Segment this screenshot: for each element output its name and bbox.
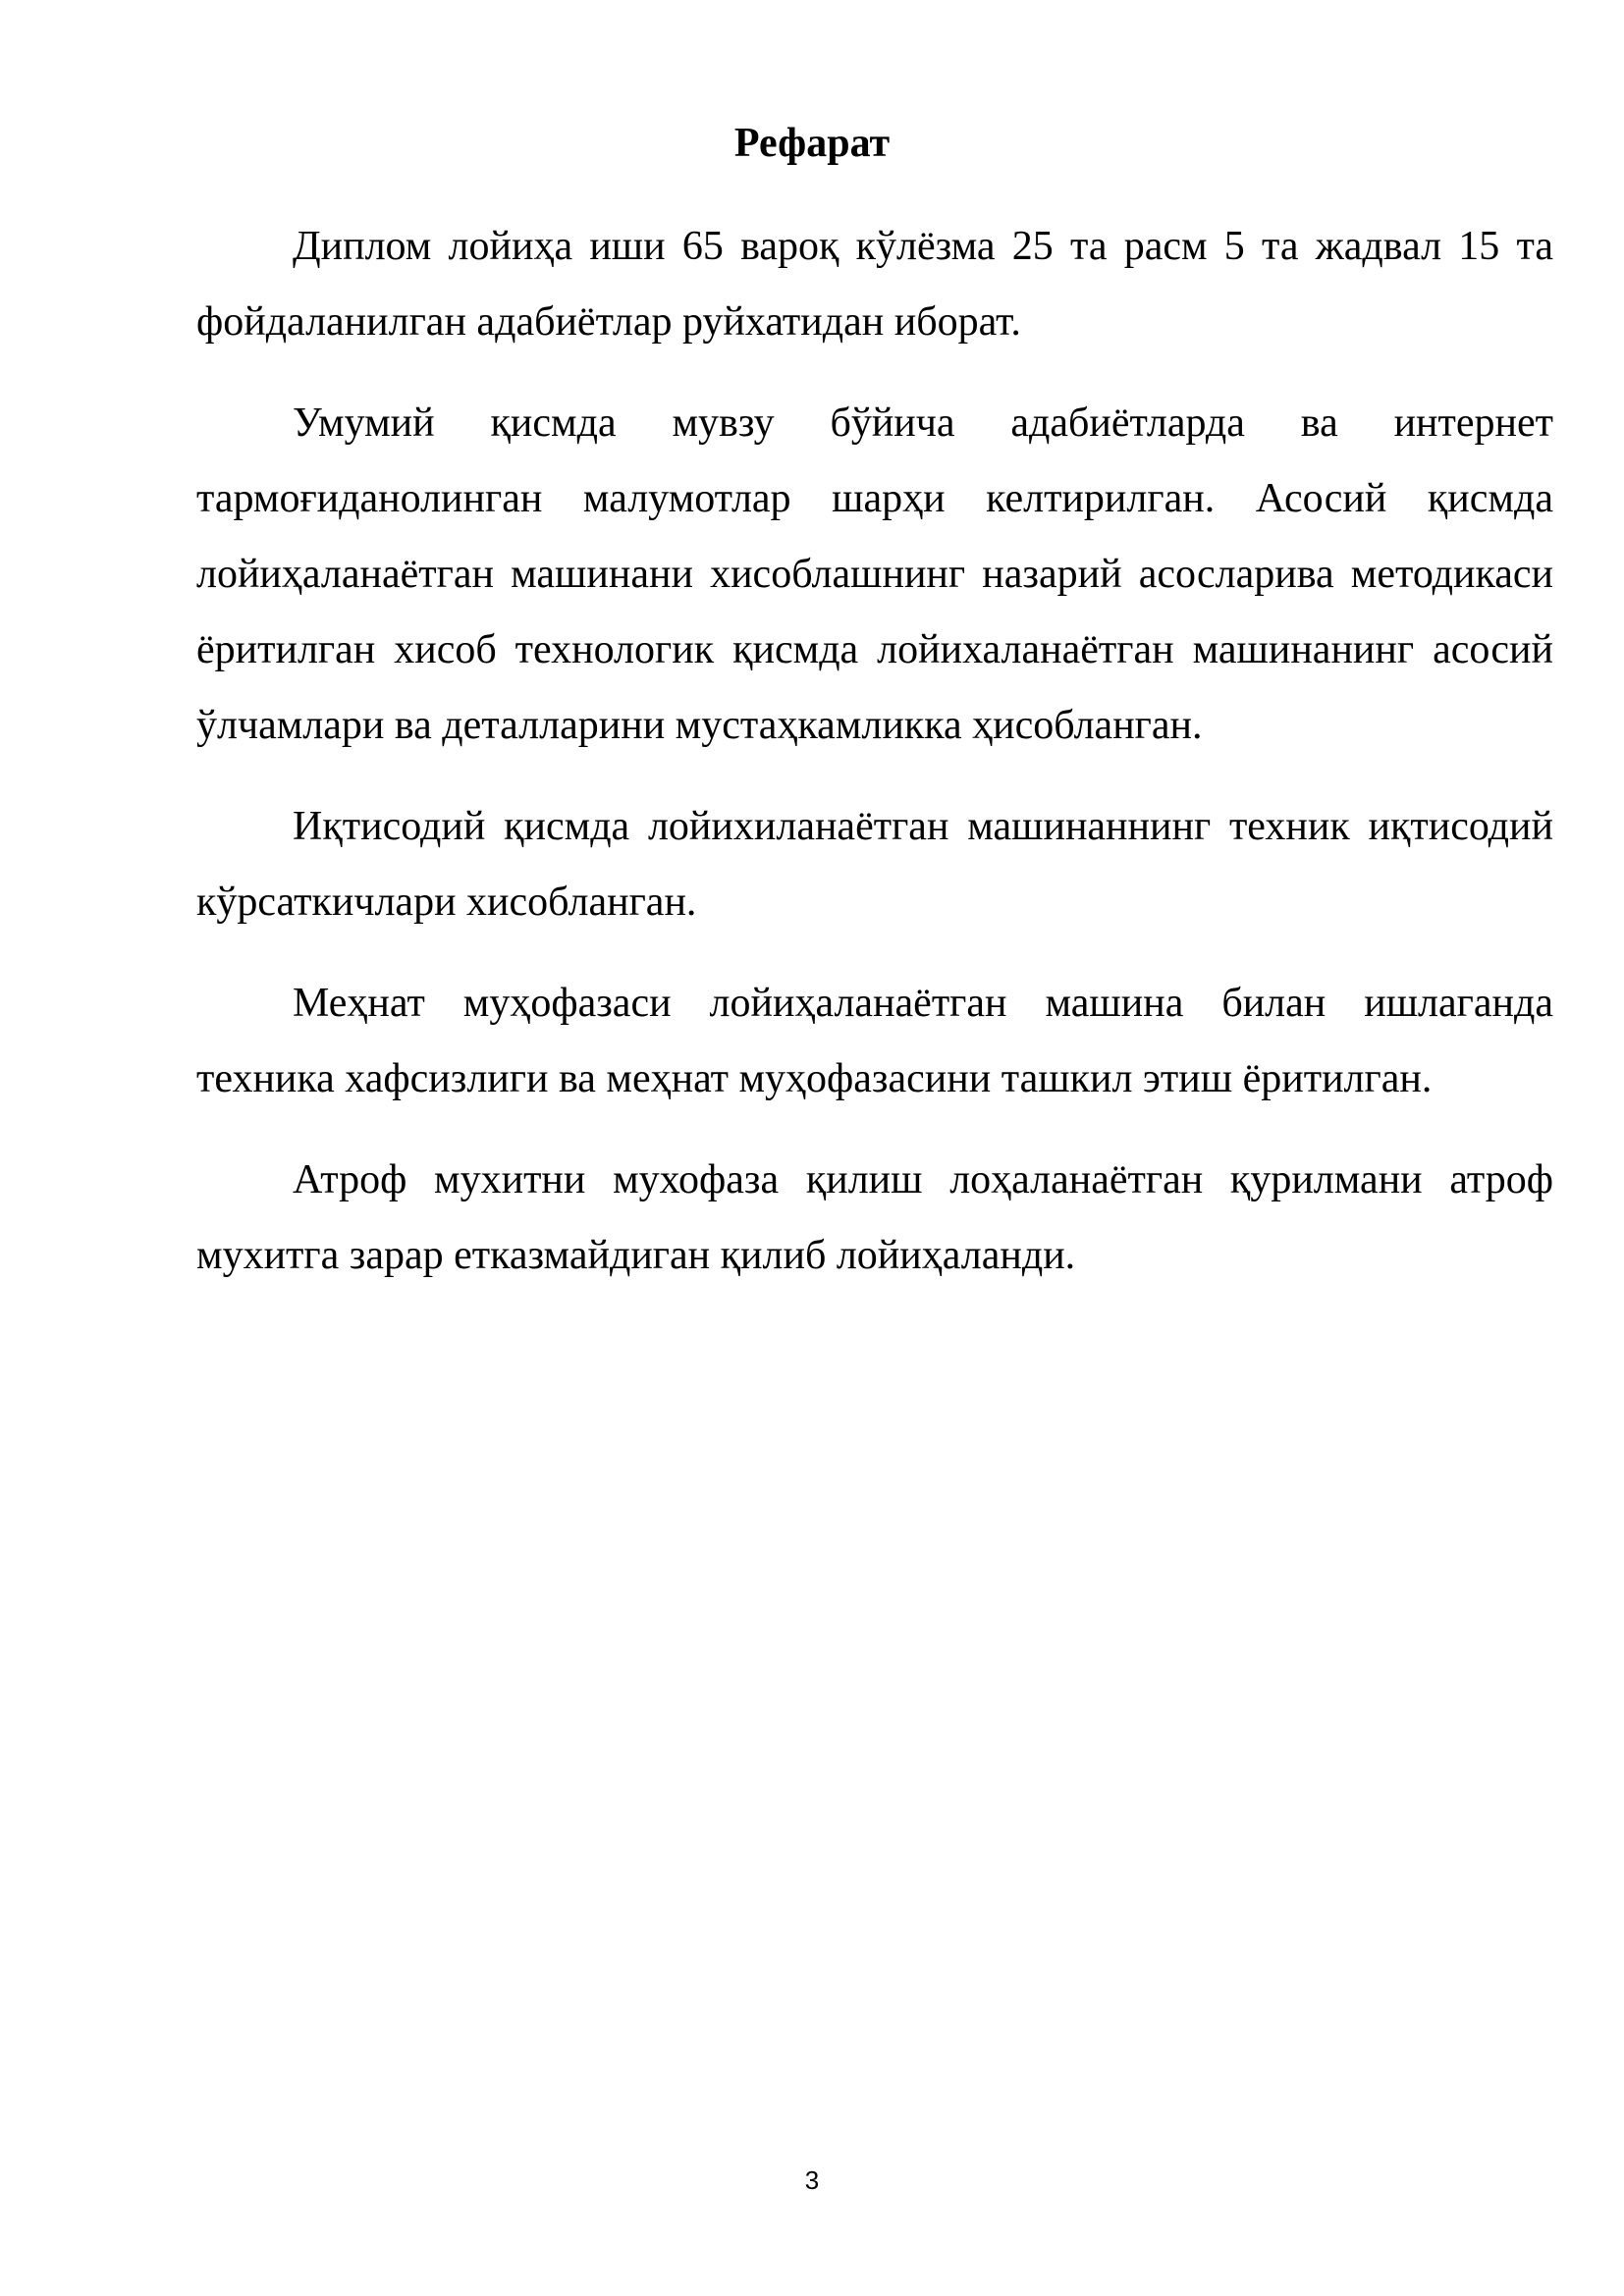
page-number: 3: [804, 2165, 820, 2195]
paragraph-diploma-summary: Диплом лойиҳа иши 65 вароқ кўлёзма 25 та расм 5 та жадвал 15 та фойдаланилган адабиётлар руйхатидан иборат.: [196, 224, 1553, 345]
paragraph-labor-protection: Меҳнат муҳофазаси лойиҳаланаётган машина билан ишлаганда техника хафсизлиги ва меҳнат муҳофазасини ташкил этиш ёритилган.: [196, 981, 1553, 1101]
paragraph-environment-protection: Атроф мухитни мухофаза қилиш лоҳаланаётган қурилмани атроф мухитга зарар етказмайдиган қилиб лойиҳаланди.: [196, 1157, 1553, 1278]
paragraph-general-section: Умумий қисмда мувзу бўйича адабиётларда ва интернет тармоғиданолинган малумотлар шарҳи келтирилган. Асосий қисмда лойиҳаланаётган машинани хисоблашнинг назарий асосларива методикаси ёритилган хисоб технологик қисмда лойихаланаётган машинанинг асосий ўлчамлари ва деталларини мустаҳкамликка ҳисобланган.: [196, 400, 1553, 748]
document-body: [196, 209, 1553, 1319]
page-title: Рефарат: [733, 121, 891, 166]
paragraph-economic-section: Иқтисодий қисмда лойихиланаётган машинаннинг техник иқтисодий кўрсаткичлари хисобланган.: [196, 804, 1553, 925]
